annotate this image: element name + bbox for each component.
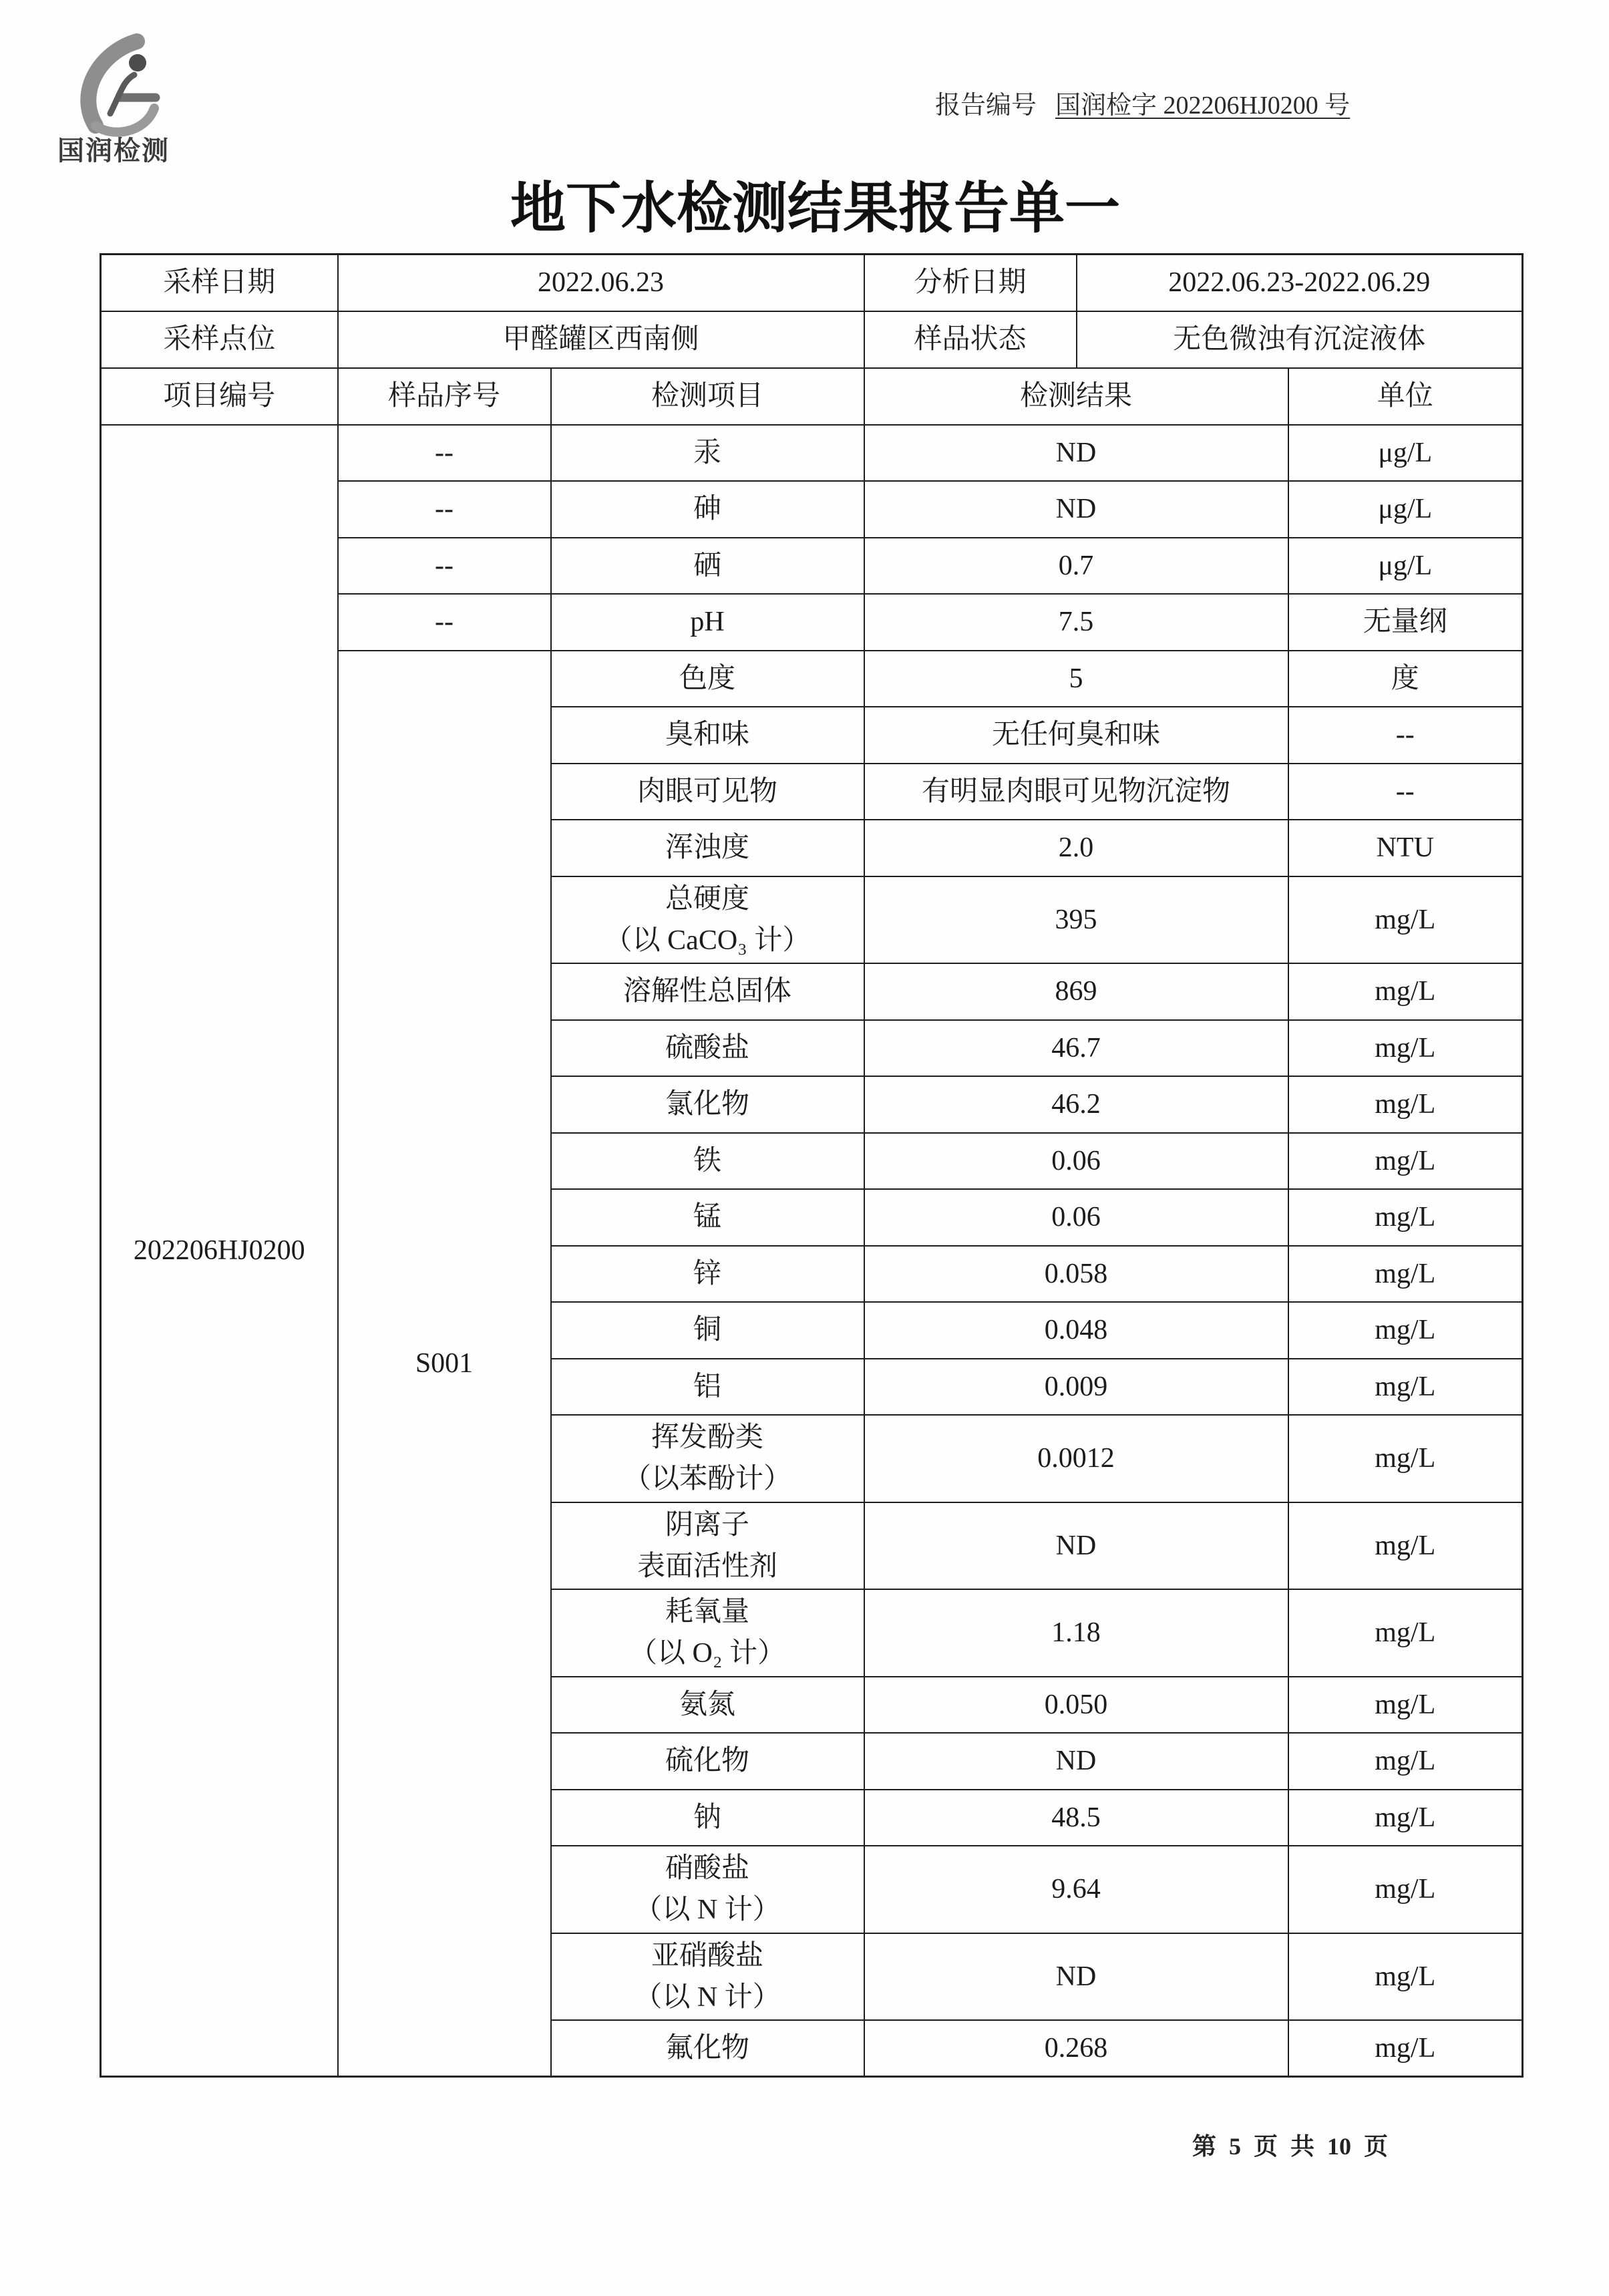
item-line: 阴离子 xyxy=(665,1509,749,1540)
item-cell: 汞 xyxy=(551,425,864,482)
report-number xyxy=(935,90,1350,122)
company-logo-icon xyxy=(70,33,167,137)
unit-cell: mg/L xyxy=(1288,1733,1523,1790)
result-cell: 有明显肉眼可见物沉淀物 xyxy=(864,764,1288,820)
unit-cell: mg/L xyxy=(1288,1677,1523,1734)
unit-cell: mg/L xyxy=(1288,1020,1523,1077)
unit-cell: mg/L xyxy=(1288,876,1523,964)
item-cell: 肉眼可见物 xyxy=(551,764,864,820)
column-header-project-no: 项目编号 xyxy=(101,368,338,425)
item-line: （以苯酚计） xyxy=(622,1464,791,1495)
sample-no-cell: -- xyxy=(338,481,551,538)
result-cell: 0.058 xyxy=(864,1246,1288,1303)
result-cell: 无任何臭和味 xyxy=(864,707,1288,764)
unit-cell: mg/L xyxy=(1288,1359,1523,1416)
result-cell: 1.18 xyxy=(864,1589,1288,1677)
item-cell xyxy=(551,1415,864,1502)
unit-cell: 度 xyxy=(1288,651,1523,707)
sample-no-cell: -- xyxy=(338,538,551,595)
item-cell: 砷 xyxy=(551,481,864,538)
analysis-date-value: 2022.06.23-2022.06.29 xyxy=(1077,255,1523,311)
column-header-result: 检测结果 xyxy=(864,368,1288,425)
item-cell xyxy=(551,1502,864,1590)
item-cell: 浑浊度 xyxy=(551,820,864,876)
result-cell: 0.050 xyxy=(864,1677,1288,1734)
item-cell: pH xyxy=(551,594,864,651)
unit-cell: mg/L xyxy=(1288,1589,1523,1677)
results-table xyxy=(100,253,1524,2078)
result-cell: 9.64 xyxy=(864,1846,1288,1933)
sample-no-cell: S001 xyxy=(338,651,551,2077)
sample-state-label: 样品状态 xyxy=(864,311,1077,368)
item-cell xyxy=(551,1933,864,2021)
item-cell xyxy=(551,1846,864,1933)
unit-cell: mg/L xyxy=(1288,1415,1523,1502)
column-header-item: 检测项目 xyxy=(551,368,864,425)
item-line: （以 N 计） xyxy=(634,1895,781,1926)
item-line: （以 N 计） xyxy=(634,1981,781,2013)
project-no-cell: 202206HJ0200 xyxy=(101,425,338,2077)
item-cell: 钠 xyxy=(551,1790,864,1846)
item-line: 硝酸盐 xyxy=(665,1853,749,1884)
item-cell: 锰 xyxy=(551,1189,864,1246)
item-line: 耗氧量 xyxy=(665,1597,749,1628)
unit-cell: mg/L xyxy=(1288,1076,1523,1133)
sampling-site-value: 甲醛罐区西南侧 xyxy=(338,311,864,368)
result-cell: 0.009 xyxy=(864,1359,1288,1416)
item-cell: 臭和味 xyxy=(551,707,864,764)
unit-cell: mg/L xyxy=(1288,1133,1523,1190)
unit-cell: mg/L xyxy=(1288,963,1523,1020)
item-cell: 硒 xyxy=(551,538,864,595)
sampling-date-value: 2022.06.23 xyxy=(338,255,864,311)
result-cell: 46.2 xyxy=(864,1076,1288,1133)
analysis-date-label: 分析日期 xyxy=(864,255,1077,311)
result-cell: 46.7 xyxy=(864,1020,1288,1077)
result-cell: 0.7 xyxy=(864,538,1288,595)
item-cell: 氨氮 xyxy=(551,1677,864,1734)
item-line: （以 CaCO₃ 计） xyxy=(604,925,811,956)
unit-cell: μg/L xyxy=(1288,425,1523,482)
unit-cell: μg/L xyxy=(1288,481,1523,538)
result-cell: 0.06 xyxy=(864,1133,1288,1190)
result-cell: 5 xyxy=(864,651,1288,707)
item-line: 挥发酚类 xyxy=(651,1422,763,1454)
unit-cell: mg/L xyxy=(1288,1846,1523,1933)
info-row-site xyxy=(101,311,1523,368)
logo-text: 国润检测 xyxy=(57,136,170,166)
unit-cell: mg/L xyxy=(1288,1302,1523,1359)
result-cell: 0.048 xyxy=(864,1302,1288,1359)
result-cell: ND xyxy=(864,1933,1288,2021)
item-cell: 氟化物 xyxy=(551,2020,864,2077)
unit-cell: mg/L xyxy=(1288,1246,1523,1303)
unit-cell: mg/L xyxy=(1288,1933,1523,2021)
page-title: 地下水检测结果报告单一 xyxy=(510,178,1120,239)
sampling-date-label: 采样日期 xyxy=(101,255,338,311)
item-cell: 铁 xyxy=(551,1133,864,1190)
item-cell: 硫化物 xyxy=(551,1733,864,1790)
sample-state-value: 无色微浊有沉淀液体 xyxy=(1077,311,1523,368)
column-header-row xyxy=(101,368,1523,425)
result-cell: 0.0012 xyxy=(864,1415,1288,1502)
item-cell: 锌 xyxy=(551,1246,864,1303)
page-number: 第 5 页 共 10 页 xyxy=(1192,2133,1389,2160)
unit-cell: mg/L xyxy=(1288,1790,1523,1846)
table-row xyxy=(101,425,1523,482)
item-cell xyxy=(551,1589,864,1677)
item-cell: 铝 xyxy=(551,1359,864,1416)
report-number-label: 报告编号 xyxy=(935,92,1037,120)
result-cell: 7.5 xyxy=(864,594,1288,651)
item-cell: 铜 xyxy=(551,1302,864,1359)
result-cell: 0.268 xyxy=(864,2020,1288,2077)
info-row-dates xyxy=(101,255,1523,311)
item-cell xyxy=(551,876,864,964)
unit-cell: NTU xyxy=(1288,820,1523,876)
item-cell: 色度 xyxy=(551,651,864,707)
result-cell: ND xyxy=(864,1502,1288,1590)
item-line: 亚硝酸盐 xyxy=(651,1940,763,1971)
result-cell: 2.0 xyxy=(864,820,1288,876)
result-cell: 48.5 xyxy=(864,1790,1288,1846)
unit-cell: mg/L xyxy=(1288,1502,1523,1590)
unit-cell: -- xyxy=(1288,707,1523,764)
column-header-sample-no: 样品序号 xyxy=(338,368,551,425)
result-cell: 0.06 xyxy=(864,1189,1288,1246)
result-cell: 395 xyxy=(864,876,1288,964)
item-cell: 溶解性总固体 xyxy=(551,963,864,1020)
result-cell: 869 xyxy=(864,963,1288,1020)
column-header-unit: 单位 xyxy=(1288,368,1523,425)
unit-cell: -- xyxy=(1288,764,1523,820)
unit-cell: mg/L xyxy=(1288,2020,1523,2077)
report-number-value: 国润检字 202206HJ0200 号 xyxy=(1055,92,1351,120)
item-line: 表面活性剂 xyxy=(637,1550,777,1582)
sample-no-cell: -- xyxy=(338,594,551,651)
result-cell: ND xyxy=(864,1733,1288,1790)
sampling-site-label: 采样点位 xyxy=(101,311,338,368)
result-cell: ND xyxy=(864,481,1288,538)
item-line: 总硬度 xyxy=(665,883,749,915)
unit-cell: μg/L xyxy=(1288,538,1523,595)
item-cell: 硫酸盐 xyxy=(551,1020,864,1077)
sample-no-cell: -- xyxy=(338,425,551,482)
unit-cell: 无量纲 xyxy=(1288,594,1523,651)
result-cell: ND xyxy=(864,425,1288,482)
unit-cell: mg/L xyxy=(1288,1189,1523,1246)
item-cell: 氯化物 xyxy=(551,1076,864,1133)
item-line: （以 O₂ 计） xyxy=(629,1638,785,1669)
